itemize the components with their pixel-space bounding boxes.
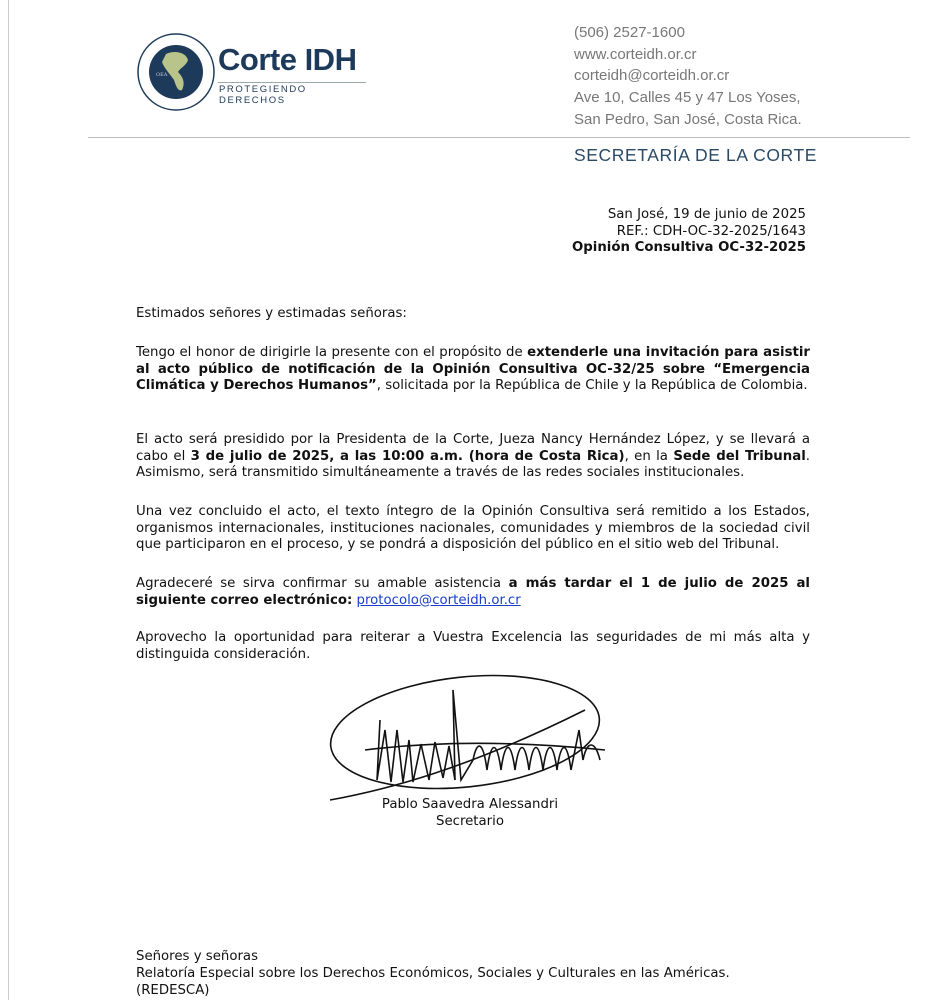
logo-title: Corte IDH	[218, 42, 357, 77]
paragraph-2	[136, 432, 810, 482]
header-divider	[88, 137, 910, 138]
logo-rule	[218, 82, 366, 83]
salutation: Estimados señores y estimadas señoras:	[136, 306, 407, 321]
p4-text: Agradeceré se sirva confirmar su amable asistencia	[136, 576, 509, 591]
phone: (506) 2527-1600	[574, 24, 685, 41]
p2-text: El acto será presidido por la Presidenta de la Corte, Jueza Nancy Hernández López, y se llevará a cabo el	[136, 432, 810, 464]
svg-text:OEA: OEA	[156, 72, 168, 78]
protocol-email-link[interactable]: protocolo@corteidh.or.cr	[356, 592, 521, 608]
paragraph-4	[136, 576, 810, 609]
p2-text-end: . Asimismo, será transmitido simultáneamente a través de las redes sociales institucionales.	[136, 448, 810, 481]
signatory-name: Pablo Saavedra Alessandri	[381, 797, 559, 812]
addressee-block	[136, 948, 730, 999]
address-line-1: Ave 10, Calles 45 y 47 Los Yoses,	[574, 89, 801, 107]
paragraph-1	[136, 345, 810, 395]
place-date: San José, 19 de junio de 2025	[607, 207, 806, 222]
corte-idh-logo	[136, 32, 376, 112]
handwritten-signature	[325, 670, 615, 815]
seal-icon	[136, 32, 216, 112]
letter-meta	[572, 207, 806, 257]
reference: REF.: CDH-OC-32-2025/1643	[616, 223, 806, 239]
p2-text-mid: , en la	[624, 448, 674, 464]
p1-text-end: , solicitada por la República de Chile y la República de Colombia.	[376, 378, 808, 394]
contact-block	[574, 22, 802, 131]
email: corteidh@corteidh.or.cr	[574, 67, 730, 85]
p1-text: Tengo el honor de dirigirle la presente con el propósito de	[136, 345, 528, 360]
page-edge	[8, 0, 9, 1000]
signatory-title: Secretario	[436, 814, 504, 829]
website: www.corteidh.or.cr	[574, 45, 697, 63]
logo-subtitle: PROTEGIENDO DERECHOS	[219, 84, 307, 106]
p2-date: 3 de julio de 2025, a las 10:00 a.m. (hora de Costa Rica)	[190, 448, 625, 464]
subject: Opinión Consultiva OC-32-2025	[571, 240, 806, 255]
addressee-line-1: Señores y señoras	[136, 949, 259, 964]
paragraph-3: Una vez concluido el acto, el texto íntegro de la Opinión Consultiva será remitido a los Estados, organismos internacionales, instituciones nacionales, comunidades y miembros de la sociedad civil que participaron en el proceso, y se pondrá a disposición del público en el sitio web del Tribunal.	[136, 504, 810, 553]
p2-venue: Sede del Tribunal	[673, 448, 806, 464]
p4-bold: a más tardar el 1 de julio de 2025 al siguiente correo electrónico:	[136, 576, 810, 608]
address-line-2: San Pedro, San José, Costa Rica.	[574, 110, 802, 128]
addressee-line-2: Relatoría Especial sobre los Derechos Económicos, Sociales y Culturales en las Américas.	[136, 966, 730, 981]
paragraph-5: Aprovecho la oportunidad para reiterar a Vuestra Excelencia las seguridades de mi más alta y distinguida consideración.	[136, 630, 810, 662]
p1-bold: extenderle una invitación para asistir al acto público de notificación de la Opinión Consultiva OC-32/25 sobre “Emergencia Climática y Derechos Humanos”	[136, 345, 810, 394]
department-title: SECRETARÍA DE LA CORTE	[574, 145, 818, 165]
addressee-line-3: (REDESCA)	[136, 983, 210, 998]
